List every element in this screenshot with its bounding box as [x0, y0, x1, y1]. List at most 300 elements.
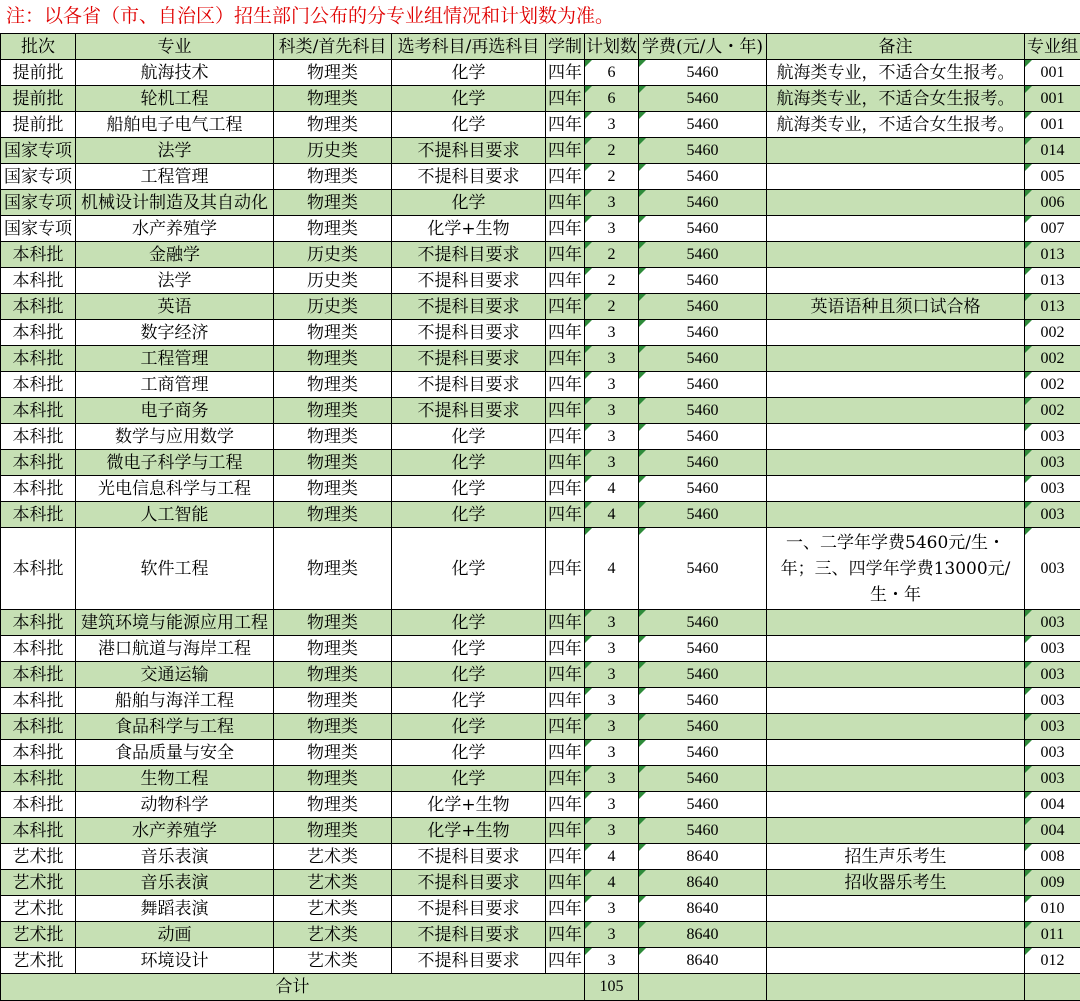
cell-plan: 3	[585, 740, 639, 766]
cell-years: 四年	[546, 320, 585, 346]
cell-group: 003	[1025, 714, 1080, 740]
cell-elective: 化学	[392, 636, 546, 662]
cell-major: 工程管理	[76, 346, 274, 372]
cell-major: 光电信息科学与工程	[76, 476, 274, 502]
cell-category: 物理类	[274, 818, 392, 844]
cell-plan: 3	[585, 190, 639, 216]
cell-fee: 5460	[639, 138, 767, 164]
cell-major: 法学	[76, 268, 274, 294]
cell-remark	[767, 948, 1025, 974]
table-row	[1, 870, 1080, 896]
header-years: 学制	[546, 34, 585, 60]
cell-category: 历史类	[274, 268, 392, 294]
cell-elective: 化学	[392, 112, 546, 138]
cell-years: 四年	[546, 216, 585, 242]
cell-fee: 5460	[639, 216, 767, 242]
cell-fee: 5460	[639, 424, 767, 450]
cell-category: 物理类	[274, 86, 392, 112]
cell-category: 艺术类	[274, 844, 392, 870]
cell-remark	[767, 268, 1025, 294]
cell-batch: 艺术批	[1, 844, 76, 870]
cell-group: 003	[1025, 662, 1080, 688]
header-row	[1, 34, 1080, 60]
cell-batch: 提前批	[1, 86, 76, 112]
cell-plan: 3	[585, 636, 639, 662]
cell-remark	[767, 636, 1025, 662]
cell-group: 003	[1025, 766, 1080, 792]
cell-elective: 不提科目要求	[392, 320, 546, 346]
cell-elective: 化学	[392, 740, 546, 766]
cell-category: 艺术类	[274, 922, 392, 948]
cell-batch: 本科批	[1, 450, 76, 476]
cell-batch: 本科批	[1, 792, 76, 818]
cell-remark	[767, 398, 1025, 424]
cell-remark	[767, 216, 1025, 242]
table-row	[1, 372, 1080, 398]
cell-group: 002	[1025, 398, 1080, 424]
cell-group: 003	[1025, 424, 1080, 450]
cell-remark	[767, 662, 1025, 688]
cell-years: 四年	[546, 688, 585, 714]
header-elective: 选考科目/再选科目	[392, 34, 546, 60]
table-row	[1, 86, 1080, 112]
cell-category: 历史类	[274, 138, 392, 164]
cell-remark: 英语语种且须口试合格	[767, 294, 1025, 320]
cell-fee: 8640	[639, 844, 767, 870]
cell-elective: 化学	[392, 502, 546, 528]
table-row	[1, 476, 1080, 502]
cell-remark	[767, 476, 1025, 502]
cell-category: 艺术类	[274, 948, 392, 974]
header-group: 专业组	[1025, 34, 1080, 60]
cell-category: 艺术类	[274, 870, 392, 896]
cell-plan: 3	[585, 896, 639, 922]
cell-remark	[767, 138, 1025, 164]
cell-category: 物理类	[274, 398, 392, 424]
cell-batch: 本科批	[1, 662, 76, 688]
cell-elective: 不提科目要求	[392, 948, 546, 974]
cell-elective: 不提科目要求	[392, 870, 546, 896]
cell-major: 食品科学与工程	[76, 714, 274, 740]
cell-remark: 航海类专业，不适合女生报考。	[767, 86, 1025, 112]
table-row	[1, 636, 1080, 662]
cell-fee: 8640	[639, 922, 767, 948]
cell-group: 007	[1025, 216, 1080, 242]
table-row	[1, 190, 1080, 216]
cell-group: 004	[1025, 792, 1080, 818]
cell-fee: 5460	[639, 268, 767, 294]
table-row	[1, 502, 1080, 528]
cell-years: 四年	[546, 948, 585, 974]
cell-major: 交通运输	[76, 662, 274, 688]
cell-batch: 国家专项	[1, 216, 76, 242]
cell-plan: 3	[585, 818, 639, 844]
cell-plan: 3	[585, 450, 639, 476]
admission-plan-table	[0, 33, 1080, 1001]
cell-remark	[767, 346, 1025, 372]
cell-category: 物理类	[274, 662, 392, 688]
cell-group: 009	[1025, 870, 1080, 896]
cell-major: 水产养殖学	[76, 216, 274, 242]
cell-plan: 3	[585, 688, 639, 714]
cell-remark	[767, 818, 1025, 844]
cell-elective: 化学	[392, 190, 546, 216]
total-fee-empty	[639, 974, 767, 1001]
cell-category: 历史类	[274, 294, 392, 320]
cell-group: 013	[1025, 242, 1080, 268]
cell-fee: 8640	[639, 870, 767, 896]
table-body	[1, 60, 1080, 974]
cell-years: 四年	[546, 636, 585, 662]
table-row	[1, 398, 1080, 424]
cell-remark	[767, 424, 1025, 450]
cell-years: 四年	[546, 190, 585, 216]
cell-plan: 2	[585, 164, 639, 190]
cell-category: 物理类	[274, 528, 392, 610]
cell-elective: 化学	[392, 714, 546, 740]
table-row	[1, 346, 1080, 372]
cell-fee: 5460	[639, 86, 767, 112]
cell-category: 物理类	[274, 476, 392, 502]
cell-batch: 艺术批	[1, 870, 76, 896]
cell-years: 四年	[546, 662, 585, 688]
cell-batch: 本科批	[1, 346, 76, 372]
cell-group: 003	[1025, 450, 1080, 476]
cell-years: 四年	[546, 844, 585, 870]
cell-remark: 一、二学年学费5460元/生・年；三、四学年学费13000元/生・年	[767, 528, 1025, 610]
table-row	[1, 948, 1080, 974]
cell-group: 013	[1025, 294, 1080, 320]
cell-years: 四年	[546, 112, 585, 138]
cell-category: 物理类	[274, 688, 392, 714]
cell-fee: 5460	[639, 164, 767, 190]
cell-elective: 化学+生物	[392, 818, 546, 844]
cell-fee: 5460	[639, 792, 767, 818]
cell-group: 003	[1025, 528, 1080, 610]
cell-category: 物理类	[274, 636, 392, 662]
cell-years: 四年	[546, 60, 585, 86]
table-row	[1, 60, 1080, 86]
cell-major: 电子商务	[76, 398, 274, 424]
cell-batch: 本科批	[1, 424, 76, 450]
cell-category: 物理类	[274, 164, 392, 190]
cell-elective: 不提科目要求	[392, 138, 546, 164]
cell-category: 物理类	[274, 714, 392, 740]
cell-batch: 国家专项	[1, 138, 76, 164]
cell-plan: 3	[585, 424, 639, 450]
cell-group: 003	[1025, 740, 1080, 766]
cell-major: 金融学	[76, 242, 274, 268]
cell-batch: 本科批	[1, 528, 76, 610]
cell-plan: 2	[585, 268, 639, 294]
cell-fee: 5460	[639, 818, 767, 844]
cell-batch: 本科批	[1, 398, 76, 424]
cell-remark	[767, 610, 1025, 636]
cell-group: 002	[1025, 372, 1080, 398]
cell-years: 四年	[546, 450, 585, 476]
cell-remark	[767, 766, 1025, 792]
cell-group: 012	[1025, 948, 1080, 974]
cell-group: 003	[1025, 610, 1080, 636]
cell-plan: 4	[585, 870, 639, 896]
cell-years: 四年	[546, 164, 585, 190]
cell-elective: 不提科目要求	[392, 398, 546, 424]
cell-plan: 3	[585, 346, 639, 372]
cell-major: 建筑环境与能源应用工程	[76, 610, 274, 636]
cell-plan: 2	[585, 138, 639, 164]
cell-plan: 3	[585, 112, 639, 138]
cell-batch: 本科批	[1, 372, 76, 398]
cell-elective: 化学	[392, 688, 546, 714]
cell-major: 航海技术	[76, 60, 274, 86]
cell-years: 四年	[546, 86, 585, 112]
cell-group: 002	[1025, 346, 1080, 372]
cell-major: 船舶电子电气工程	[76, 112, 274, 138]
table-row	[1, 792, 1080, 818]
cell-category: 物理类	[274, 190, 392, 216]
table-row	[1, 424, 1080, 450]
cell-category: 物理类	[274, 372, 392, 398]
cell-elective: 不提科目要求	[392, 294, 546, 320]
cell-remark: 招收器乐考生	[767, 870, 1025, 896]
cell-major: 软件工程	[76, 528, 274, 610]
table-row	[1, 766, 1080, 792]
table-row	[1, 896, 1080, 922]
cell-group: 010	[1025, 896, 1080, 922]
cell-major: 数学与应用数学	[76, 424, 274, 450]
table-row	[1, 320, 1080, 346]
cell-major: 音乐表演	[76, 844, 274, 870]
table-row	[1, 528, 1080, 610]
cell-plan: 4	[585, 502, 639, 528]
header-fee: 学费(元/人・年)	[639, 34, 767, 60]
table-row	[1, 714, 1080, 740]
cell-group: 003	[1025, 636, 1080, 662]
cell-elective: 化学+生物	[392, 792, 546, 818]
cell-plan: 3	[585, 766, 639, 792]
table-row	[1, 138, 1080, 164]
cell-category: 物理类	[274, 346, 392, 372]
cell-remark	[767, 502, 1025, 528]
cell-remark	[767, 242, 1025, 268]
cell-group: 001	[1025, 86, 1080, 112]
notice-text: 注：以各省（市、自治区）招生部门公布的分专业组情况和计划数为准。	[0, 0, 1080, 33]
cell-category: 物理类	[274, 740, 392, 766]
cell-years: 四年	[546, 922, 585, 948]
cell-category: 物理类	[274, 766, 392, 792]
cell-remark	[767, 792, 1025, 818]
cell-group: 003	[1025, 502, 1080, 528]
cell-batch: 本科批	[1, 242, 76, 268]
cell-major: 船舶与海洋工程	[76, 688, 274, 714]
cell-batch: 提前批	[1, 112, 76, 138]
cell-fee: 5460	[639, 320, 767, 346]
cell-category: 物理类	[274, 60, 392, 86]
cell-remark	[767, 714, 1025, 740]
cell-elective: 不提科目要求	[392, 922, 546, 948]
cell-plan: 2	[585, 294, 639, 320]
cell-category: 历史类	[274, 242, 392, 268]
cell-major: 英语	[76, 294, 274, 320]
cell-years: 四年	[546, 372, 585, 398]
cell-major: 食品质量与安全	[76, 740, 274, 766]
cell-category: 物理类	[274, 450, 392, 476]
table-row	[1, 216, 1080, 242]
table-row	[1, 688, 1080, 714]
cell-plan: 3	[585, 320, 639, 346]
cell-batch: 本科批	[1, 766, 76, 792]
table-row	[1, 164, 1080, 190]
cell-group: 014	[1025, 138, 1080, 164]
cell-remark	[767, 450, 1025, 476]
cell-batch: 本科批	[1, 502, 76, 528]
cell-batch: 本科批	[1, 268, 76, 294]
cell-major: 工程管理	[76, 164, 274, 190]
cell-elective: 化学	[392, 424, 546, 450]
cell-remark: 航海类专业，不适合女生报考。	[767, 112, 1025, 138]
cell-category: 物理类	[274, 502, 392, 528]
cell-fee: 5460	[639, 60, 767, 86]
cell-elective: 化学	[392, 476, 546, 502]
cell-years: 四年	[546, 502, 585, 528]
cell-batch: 本科批	[1, 636, 76, 662]
cell-batch: 艺术批	[1, 922, 76, 948]
cell-category: 物理类	[274, 320, 392, 346]
cell-category: 物理类	[274, 424, 392, 450]
cell-fee: 5460	[639, 476, 767, 502]
table-row	[1, 922, 1080, 948]
cell-years: 四年	[546, 610, 585, 636]
table-row	[1, 242, 1080, 268]
cell-group: 008	[1025, 844, 1080, 870]
cell-years: 四年	[546, 476, 585, 502]
cell-years: 四年	[546, 740, 585, 766]
cell-years: 四年	[546, 346, 585, 372]
cell-category: 艺术类	[274, 896, 392, 922]
cell-fee: 5460	[639, 502, 767, 528]
cell-years: 四年	[546, 870, 585, 896]
cell-group: 003	[1025, 688, 1080, 714]
cell-remark	[767, 190, 1025, 216]
cell-years: 四年	[546, 818, 585, 844]
total-group-empty	[1025, 974, 1080, 1001]
cell-elective: 不提科目要求	[392, 346, 546, 372]
cell-elective: 化学	[392, 528, 546, 610]
cell-fee: 5460	[639, 398, 767, 424]
cell-plan: 3	[585, 792, 639, 818]
cell-plan: 3	[585, 372, 639, 398]
cell-plan: 3	[585, 610, 639, 636]
cell-fee: 5460	[639, 662, 767, 688]
cell-elective: 不提科目要求	[392, 844, 546, 870]
cell-category: 物理类	[274, 112, 392, 138]
cell-major: 音乐表演	[76, 870, 274, 896]
cell-fee: 5460	[639, 688, 767, 714]
cell-group: 005	[1025, 164, 1080, 190]
table-row	[1, 268, 1080, 294]
cell-plan: 3	[585, 714, 639, 740]
cell-years: 四年	[546, 896, 585, 922]
cell-batch: 本科批	[1, 714, 76, 740]
cell-group: 001	[1025, 60, 1080, 86]
cell-plan: 3	[585, 948, 639, 974]
cell-batch: 本科批	[1, 740, 76, 766]
cell-remark	[767, 372, 1025, 398]
cell-years: 四年	[546, 528, 585, 610]
cell-elective: 化学+生物	[392, 216, 546, 242]
cell-fee: 5460	[639, 190, 767, 216]
cell-years: 四年	[546, 398, 585, 424]
cell-major: 机械设计制造及其自动化	[76, 190, 274, 216]
total-label: 合计	[1, 974, 585, 1001]
cell-fee: 5460	[639, 372, 767, 398]
cell-years: 四年	[546, 294, 585, 320]
cell-fee: 5460	[639, 740, 767, 766]
table-row	[1, 662, 1080, 688]
cell-elective: 化学	[392, 450, 546, 476]
cell-category: 物理类	[274, 610, 392, 636]
cell-batch: 提前批	[1, 60, 76, 86]
cell-group: 011	[1025, 922, 1080, 948]
cell-group: 001	[1025, 112, 1080, 138]
cell-elective: 不提科目要求	[392, 896, 546, 922]
cell-remark: 航海类专业，不适合女生报考。	[767, 60, 1025, 86]
cell-remark	[767, 164, 1025, 190]
table-row	[1, 294, 1080, 320]
cell-fee: 5460	[639, 636, 767, 662]
cell-major: 微电子科学与工程	[76, 450, 274, 476]
cell-fee: 5460	[639, 714, 767, 740]
cell-batch: 艺术批	[1, 948, 76, 974]
cell-fee: 5460	[639, 528, 767, 610]
cell-years: 四年	[546, 138, 585, 164]
cell-major: 港口航道与海岸工程	[76, 636, 274, 662]
cell-group: 002	[1025, 320, 1080, 346]
cell-years: 四年	[546, 714, 585, 740]
cell-group: 004	[1025, 818, 1080, 844]
cell-remark	[767, 740, 1025, 766]
cell-years: 四年	[546, 242, 585, 268]
cell-elective: 化学	[392, 610, 546, 636]
cell-elective: 化学	[392, 766, 546, 792]
cell-plan: 2	[585, 242, 639, 268]
cell-major: 生物工程	[76, 766, 274, 792]
cell-elective: 不提科目要求	[392, 268, 546, 294]
cell-group: 003	[1025, 476, 1080, 502]
cell-major: 轮机工程	[76, 86, 274, 112]
cell-group: 013	[1025, 268, 1080, 294]
cell-remark	[767, 896, 1025, 922]
cell-fee: 5460	[639, 294, 767, 320]
cell-group: 006	[1025, 190, 1080, 216]
cell-years: 四年	[546, 792, 585, 818]
cell-years: 四年	[546, 766, 585, 792]
total-row	[1, 974, 1080, 1001]
cell-elective: 不提科目要求	[392, 372, 546, 398]
cell-plan: 6	[585, 60, 639, 86]
cell-elective: 化学	[392, 60, 546, 86]
cell-elective: 化学	[392, 86, 546, 112]
cell-major: 环境设计	[76, 948, 274, 974]
cell-plan: 3	[585, 216, 639, 242]
table-row	[1, 818, 1080, 844]
table-row	[1, 450, 1080, 476]
cell-plan: 3	[585, 662, 639, 688]
header-major: 专业	[76, 34, 274, 60]
cell-category: 物理类	[274, 216, 392, 242]
cell-batch: 国家专项	[1, 164, 76, 190]
cell-category: 物理类	[274, 792, 392, 818]
